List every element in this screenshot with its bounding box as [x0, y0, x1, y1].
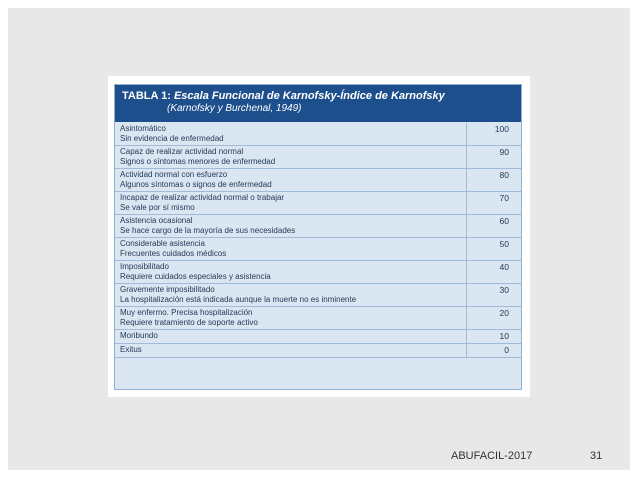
row-description-line1: Capaz de realizar actividad normal	[120, 147, 244, 156]
table-row	[115, 123, 521, 146]
table-label: TABLA 1:	[122, 90, 171, 102]
row-description	[115, 238, 467, 260]
row-description-line1: Gravemente imposibilitado	[120, 285, 215, 294]
table-header	[115, 85, 521, 122]
row-description-line1: Actividad normal con esfuerzo	[120, 170, 228, 179]
row-description	[115, 215, 467, 237]
row-description-line1: Incapaz de realizar actividad normal o trabajar	[120, 193, 285, 202]
row-description	[115, 284, 467, 306]
row-description-line1: Asistencia ocasional	[120, 216, 193, 225]
row-description-line1: Exitus	[120, 345, 142, 354]
row-score: 70	[499, 193, 509, 203]
row-score: 40	[499, 262, 509, 272]
row-description	[115, 261, 467, 283]
table-body	[115, 123, 521, 358]
row-description-line2: Signos o síntomas menores de enfermedad	[120, 157, 276, 166]
row-description	[115, 330, 467, 343]
row-description-line1: Moribundo	[120, 331, 158, 340]
row-score: 60	[499, 216, 509, 226]
row-description-line1: Asintomático	[120, 124, 166, 133]
row-description-line2: Sin evidencia de enfermedad	[120, 134, 224, 143]
row-description-line2: Algunos síntomas o signos de enfermedad	[120, 180, 272, 189]
row-description	[115, 123, 467, 145]
table-row	[115, 344, 521, 358]
table-row	[115, 169, 521, 192]
row-description-line1: Muy enfermo. Precisa hospitalización	[120, 308, 253, 317]
row-description-line2: Requiere cuidados especiales y asistencia	[120, 272, 271, 281]
row-score: 90	[499, 147, 509, 157]
karnofsky-table	[114, 84, 522, 390]
row-description-line2: La hospitalización está indicada aunque la muerte no es inminente	[120, 295, 357, 304]
table-title	[122, 90, 521, 103]
row-description	[115, 192, 467, 214]
row-description-line2: Se vale por sí mismo	[120, 203, 195, 212]
table-row	[115, 284, 521, 307]
row-score: 10	[499, 331, 509, 341]
row-score: 20	[499, 308, 509, 318]
table-row	[115, 238, 521, 261]
row-description	[115, 146, 467, 168]
row-score: 100	[494, 124, 509, 134]
row-score: 0	[504, 345, 509, 355]
table-row	[115, 215, 521, 238]
row-description-line2: Requiere tratamiento de soporte activo	[120, 318, 258, 327]
table-row	[115, 192, 521, 215]
table-row	[115, 307, 521, 330]
table-subtitle: (Karnofsky y Burchenal, 1949)	[167, 103, 302, 114]
row-description	[115, 307, 467, 329]
table-row	[115, 330, 521, 344]
row-description-line1: Imposibilitado	[120, 262, 169, 271]
table-row	[115, 146, 521, 169]
row-description-line2: Frecuentes cuidados médicos	[120, 249, 227, 258]
row-description-line2: Se hace cargo de la mayoría de sus necesidades	[120, 226, 296, 235]
row-description	[115, 344, 467, 357]
page-number: 31	[590, 450, 603, 462]
row-score: 30	[499, 285, 509, 295]
row-description-line1: Considerable asistencia	[120, 239, 205, 248]
table-row	[115, 261, 521, 284]
table-title-text: Escala Funcional de Karnofsky-Índice de Karnofsky	[173, 90, 445, 102]
footer-text: ABUFACIL-2017	[451, 450, 533, 462]
row-description	[115, 169, 467, 191]
row-score: 80	[499, 170, 509, 180]
row-score: 50	[499, 239, 509, 249]
